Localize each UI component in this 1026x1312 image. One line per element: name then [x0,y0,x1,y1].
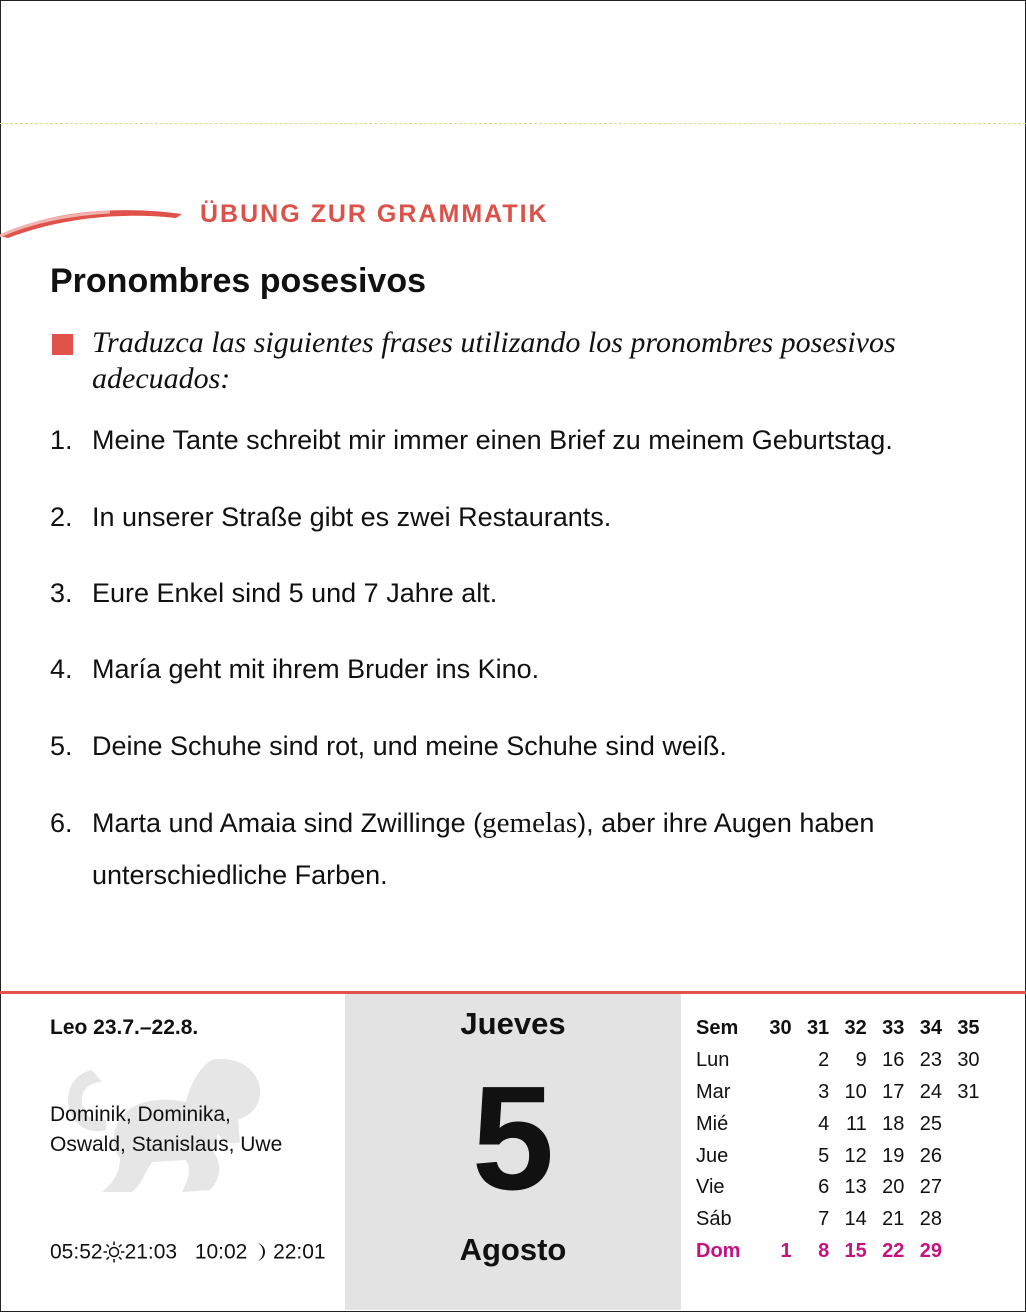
item-text: Meine Tante schreibt mir immer einen Brief zu meinem Geburtstag. [92,425,893,455]
calendar-day: 9 [855,1049,867,1072]
calendar-day: 10 [844,1080,867,1103]
item-number: 2. [50,502,73,532]
item-text [92,797,992,901]
calendar-day: 26 [919,1144,942,1167]
calendar-day [754,1172,792,1204]
calendar-day: 18 [882,1112,905,1135]
exercise-title: Pronombres posesivos [50,262,427,300]
sun-moon-times [50,1240,326,1264]
calendar-day: 4 [818,1112,830,1135]
calendar-day [754,1077,792,1109]
calendar-row [692,1045,980,1077]
calendar-day: 31 [957,1080,980,1103]
mini-calendar [692,1013,980,1267]
week-number: 34 [919,1017,942,1040]
calendar-week-header [692,1013,980,1045]
calendar-row-label: Lun [696,1049,730,1072]
week-number: 35 [957,1017,980,1040]
calendar-day [942,1140,980,1172]
name-days-line: Oswald, Stanislaus, Uwe [50,1133,283,1156]
calendar-day: 15 [844,1239,867,1262]
calendar-row-label: Mié [696,1112,729,1135]
calendar-day [754,1204,792,1236]
item-number: 6. [50,808,73,838]
item-text: Deine Schuhe sind rot, und meine Schuhe sind weiß. [92,731,727,761]
calendar-day [754,1140,792,1172]
calendar-day: 28 [919,1208,942,1231]
calendar-day: 8 [818,1239,830,1262]
instruction-bullet-icon [52,334,73,355]
calendar-day [942,1172,980,1204]
calendar-day: 3 [818,1080,830,1103]
calendar-day: 16 [882,1049,905,1072]
sunrise-time: 05:52 [50,1240,103,1264]
calendar-row [692,1077,980,1109]
calendar-day: 23 [919,1049,942,1072]
item-number: 5. [50,731,73,761]
calendar-row-sunday [692,1236,980,1268]
calendar-day: 13 [844,1176,867,1199]
week-number: 31 [806,1017,830,1040]
calendar-day [754,1108,792,1140]
item-text: In unserer Straße gibt es zwei Restaurants. [92,502,612,532]
calendar-row-label: Sáb [696,1208,732,1231]
brush-swoosh-icon [0,196,190,242]
section-label: ÜBUNG ZUR GRAMMATIK [200,200,549,228]
calendar-day: 30 [957,1049,980,1072]
sunset-time: 21:03 [124,1240,178,1264]
calendar-day: 21 [882,1208,905,1231]
calendar-row [692,1108,980,1140]
name-days [50,1100,282,1160]
perforation-line [0,123,1026,124]
calendar-row-label: Dom [696,1239,741,1262]
gloss-word: gemelas [482,807,578,839]
moon-icon [253,1242,267,1262]
calendar-row-label: Vie [696,1176,725,1199]
calendar-row-label: Mar [696,1080,731,1103]
item-number: 4. [50,654,73,684]
date-panel [345,994,681,1310]
name-days-line: Dominik, Dominika, [50,1103,231,1126]
calendar-day: 5 [818,1144,830,1167]
calendar-row [692,1140,980,1172]
item-text: Eure Enkel sind 5 und 7 Jahre alt. [92,578,498,608]
calendar-day: 20 [882,1176,905,1199]
calendar-day [942,1108,980,1140]
calendar-day: 17 [882,1080,905,1103]
calendar-day: 27 [919,1176,942,1199]
calendar-day: 11 [846,1112,867,1135]
calendar-row-label: Sem [696,1017,739,1040]
zodiac-sign: Leo 23.7.–22.8. [50,1016,199,1039]
calendar-row [692,1204,980,1236]
calendar-day [942,1236,980,1268]
calendar-day [942,1204,980,1236]
calendar-day: 29 [919,1239,942,1262]
item-number: 1. [50,425,73,455]
month-label: Agosto [459,1232,567,1267]
moonset-time: 22:01 [273,1240,326,1264]
item-text-part: unterschiedliche Farben. [92,860,388,890]
calendar-row [692,1172,980,1204]
week-number: 33 [882,1017,905,1040]
calendar-row-label: Jue [696,1144,729,1167]
calendar-day: 6 [818,1176,830,1199]
calendar-day: 12 [844,1144,867,1167]
calendar-day [754,1045,792,1077]
moonrise-time: 10:02 [194,1240,248,1264]
item-text: María geht mit ihrem Bruder ins Kino. [92,654,540,684]
sun-icon [103,1241,125,1263]
calendar-day: 1 [780,1239,792,1262]
instruction-text: Traduzca las siguientes frases utilizando los pronombres posesivos adecuados: [92,326,896,395]
item-text-part: ), aber ihre Augen haben [577,808,875,838]
item-text-part: Marta und Amaia sind Zwillinge ( [92,808,483,838]
calendar-day: 22 [882,1239,905,1262]
calendar-day: 2 [818,1049,830,1072]
calendar-day: 24 [919,1080,942,1103]
calendar-day: 7 [818,1208,830,1231]
calendar-day: 25 [919,1112,942,1135]
day-number: 5 [471,1056,555,1221]
calendar-day: 14 [844,1208,867,1231]
week-number: 32 [844,1017,867,1040]
item-number: 3. [50,578,73,608]
calendar-day: 19 [882,1144,905,1167]
week-number: 30 [769,1017,792,1040]
weekday-label: Jueves [460,1006,566,1041]
